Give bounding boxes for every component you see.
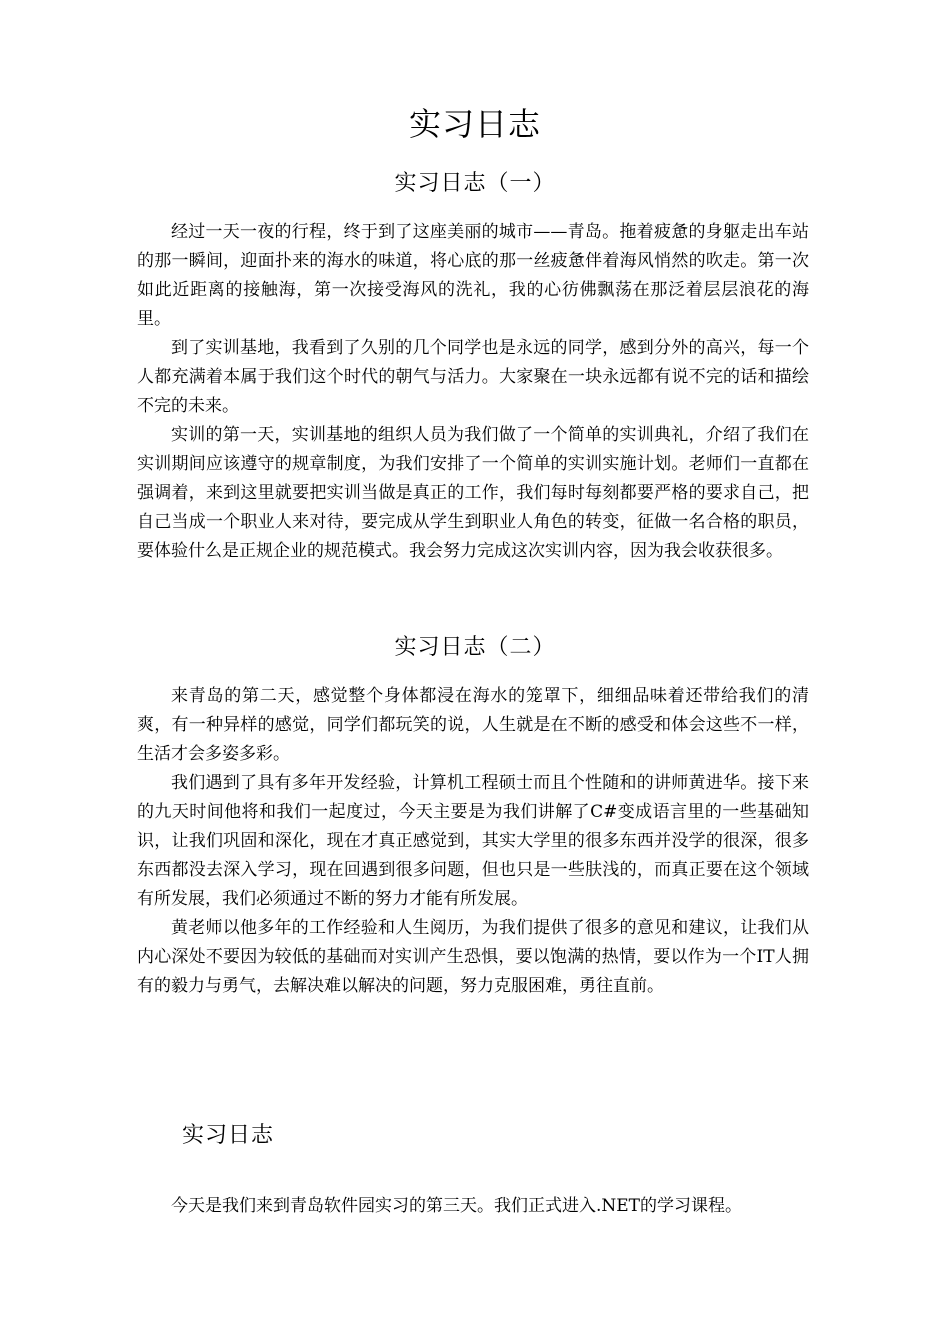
paragraph: 实训的第一天，实训基地的组织人员为我们做了一个简单的实训典礼，介绍了我们在实训期间应该遵守的规章制度，为我们安排了一个简单的实训实施计划。老师们一直都在强调着，来到这里就要把实训当做是真正的工作，我们每时每刻都要严格的要求自己，把自己当成一个职业人来对待，要完成从学生到职业人角色的转变，征做一名合格的职员，要体验什么是正规企业的规范模式。我会努力完成这次实训内容，因为我会收获很多。: [137, 425, 809, 561]
paragraph: 到了实训基地，我看到了久别的几个同学也是永远的同学，感到分外的高兴，每一个人都充满着本属于我们这个时代的朝气与活力。大家聚在一块永远都有说不完的话和描绘不完的未来。: [137, 338, 809, 416]
paragraph: 经过一天一夜的行程，终于到了这座美丽的城市——青岛。拖着疲惫的身躯走出车站的那一瞬间，迎面扑来的海水的味道，将心底的那一丝疲惫伴着海风悄然的吹走。第一次如此近距离的接触海，第一次接受海风的洗礼，我的心彷佛飘荡在那泛着层层浪花的海里。: [137, 222, 809, 329]
paragraph: 我们遇到了具有多年开发经验，计算机工程硕士而且个性随和的讲师黄进华。接下来的九天时间他将和我们一起度过，今天主要是为我们讲解了C#变成语言里的一些基础知识，让我们巩固和深化，现在才真正感觉到，其实大学里的很多东西并没学的很深，很多东西都没去深入学习，现在回遇到很多问题，但也只是一些肤浅的，而真正要在这个领域有所发展，我们必须通过不断的努力才能有所发展。: [137, 773, 809, 909]
section-body-1: [137, 218, 809, 566]
paragraph: 今天是我们来到青岛软件园实习的第三天。我们正式进入.NET的学习课程。: [171, 1196, 743, 1216]
section-heading-1: 实习日志（一）: [394, 171, 556, 196]
document-title: 实习日志: [408, 105, 541, 143]
section-body-3: [137, 1192, 809, 1221]
paragraph: 黄老师以他多年的工作经验和人生阅历，为我们提供了很多的意见和建议，让我们从内心深处不要因为较低的基础而对实训产生恐惧，要以饱满的热情，要以作为一个IT人拥有的毅力与勇气，去解决难以解决的问题，努力克服困难，勇往直前。: [137, 918, 809, 996]
section-body-2: [137, 682, 809, 1001]
section-heading-2: 实习日志（二）: [394, 635, 556, 660]
section-heading-3: 实习日志: [182, 1123, 275, 1148]
paragraph: 来青岛的第二天，感觉整个身体都浸在海水的笼罩下，细细品味着还带给我们的清爽，有一种异样的感觉，同学们都玩笑的说，人生就是在不断的感受和体会这些不一样，生活才会多姿多彩。: [137, 686, 809, 764]
